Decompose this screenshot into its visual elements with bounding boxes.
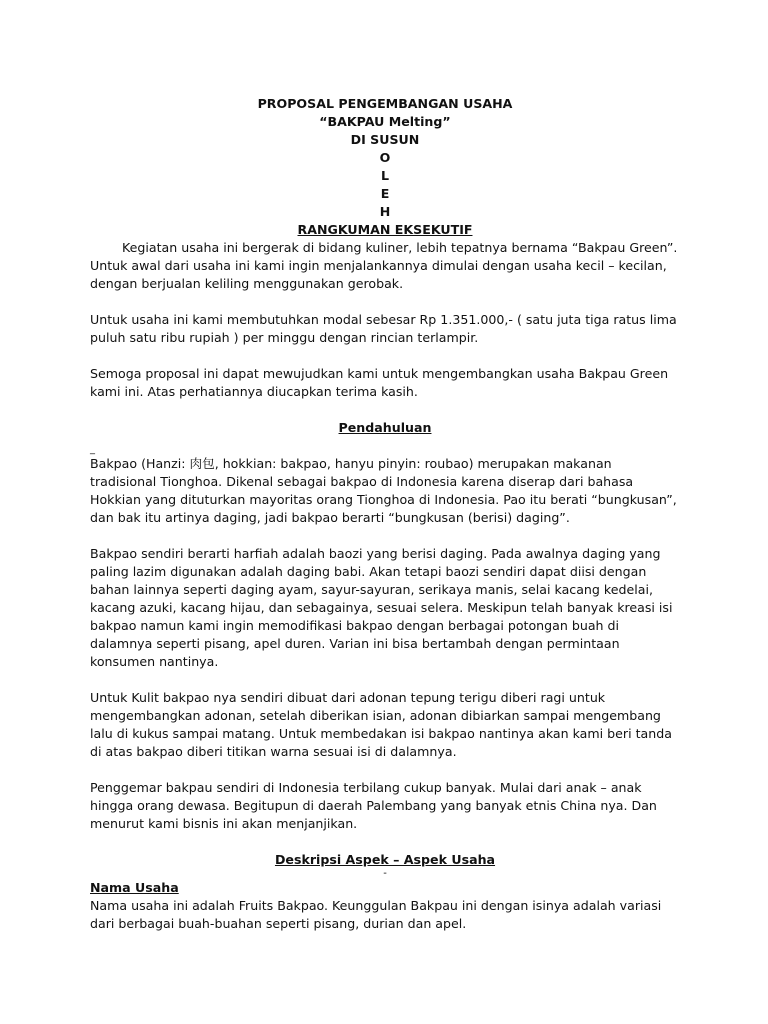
spacer (90, 437, 680, 445)
spacer (90, 527, 680, 545)
intro-paragraph-4: Penggemar bakpau sendiri di Indonesia terbilang cukup banyak. Mulai dari anak – anak hingga orang dewasa. Begitupun di daerah Palembang yang banyak etnis China nya. Dan menurut kami bisnis ini akan menjanjikan. (90, 780, 657, 831)
spacer (90, 671, 680, 689)
business-name-heading: Nama Usaha (90, 880, 179, 895)
intro-dash: _ (90, 444, 95, 455)
summary-heading: RANGKUMAN EKSEKUTIF (297, 222, 473, 237)
intro-paragraph-3: Untuk Kulit bakpao nya sendiri dibuat dari adonan tepung terigu diberi ragi untuk mengembangkan adonan, setelah diberikan isian, adonan dibiarkan sampai mengembang lalu di kukus sampai matang. Untuk membedakan isi bakpao nantinya akan kami beri tanda di atas bakpao diberi titikan warna sesuai isi di dalamnya. (90, 690, 672, 759)
intro-paragraph-1: Bakpao (Hanzi: 肉包, hokkian: bakpao, hanyu pinyin: roubao) merupakan makanan tradisional Tionghoa. Dikenal sebagai bakpao di Indonesia karena diserap dari bahasa Hokkian yang dituturkan mayoritas orang Tionghoa di Indonesia. Pao itu berati “bungkusan”, dan bak itu artinya daging, jadi bakpao berarti “bungkusan (berisi) daging”. (90, 456, 677, 525)
spacer (90, 761, 680, 779)
intro-heading: Pendahuluan (338, 420, 432, 435)
aspects-heading: Deskripsi Aspek – Aspek Usaha (274, 852, 496, 867)
spacer (90, 347, 680, 365)
summary-paragraph-3: Semoga proposal ini dapat mewujudkan kami untuk mengembangkan usaha Bakpau Green kami ini. Atas perhatiannya diucapkan terima kasih. (90, 366, 669, 399)
title-letter-h: H (379, 204, 391, 219)
summary-paragraph-2: Untuk usaha ini kami membutuhkan modal sebesar Rp 1.351.000,- ( satu juta tiga ratus lima puluh satu ribu rupiah ) per minggu dengan rincian terlampir. (90, 312, 677, 345)
summary-paragraph-1: Kegiatan usaha ini bergerak di bidang kuliner, lebih tepatnya bernama “Bakpau Green”. Untuk awal dari usaha ini kami ingin menjalankannya dimulai dengan usaha kecil – kecilan, dengan berjualan keliling menggunakan gerobak. (90, 240, 678, 291)
spacer (90, 401, 680, 419)
title-line-2: “BAKPAU Melting” (319, 114, 451, 129)
title-letter-l: L (380, 168, 390, 183)
title-line-1: PROPOSAL PENGEMBANGAN USAHA (257, 96, 513, 111)
title-line-3: DI SUSUN (350, 132, 420, 147)
title-letter-o: O (379, 150, 391, 165)
intro-paragraph-2: Bakpao sendiri berarti harfiah adalah baozi yang berisi daging. Pada awalnya daging yang paling lazim digunakan adalah daging babi. Akan tetapi baozi sendiri dapat diisi dengan bahan lainnya seperti daging ayam, sayur-sayuran, serikaya manis, selai kacang kedelai, kacang azuki, kacang hijau, dan sebagainya, sesuai selera. Meskipun telah banyak kreasi isi bakpao namun kami ingin memodifikasi bakpao dengan berbagai potongan buah di dalamnya seperti pisang, apel duren. Varian ini bisa bertambah dengan permintaan konsumen nantinya. (90, 546, 673, 669)
spacer (90, 293, 680, 311)
title-letter-e: E (380, 186, 390, 201)
document-body (90, 95, 680, 933)
business-name-paragraph: Nama usaha ini adalah Fruits Bakpao. Keunggulan Bakpau ini dengan isinya adalah variasi dari berbagai buah-buahan seperti pisang, durian dan apel. (90, 898, 662, 931)
aspects-dash: - (383, 868, 387, 879)
spacer (90, 833, 680, 851)
